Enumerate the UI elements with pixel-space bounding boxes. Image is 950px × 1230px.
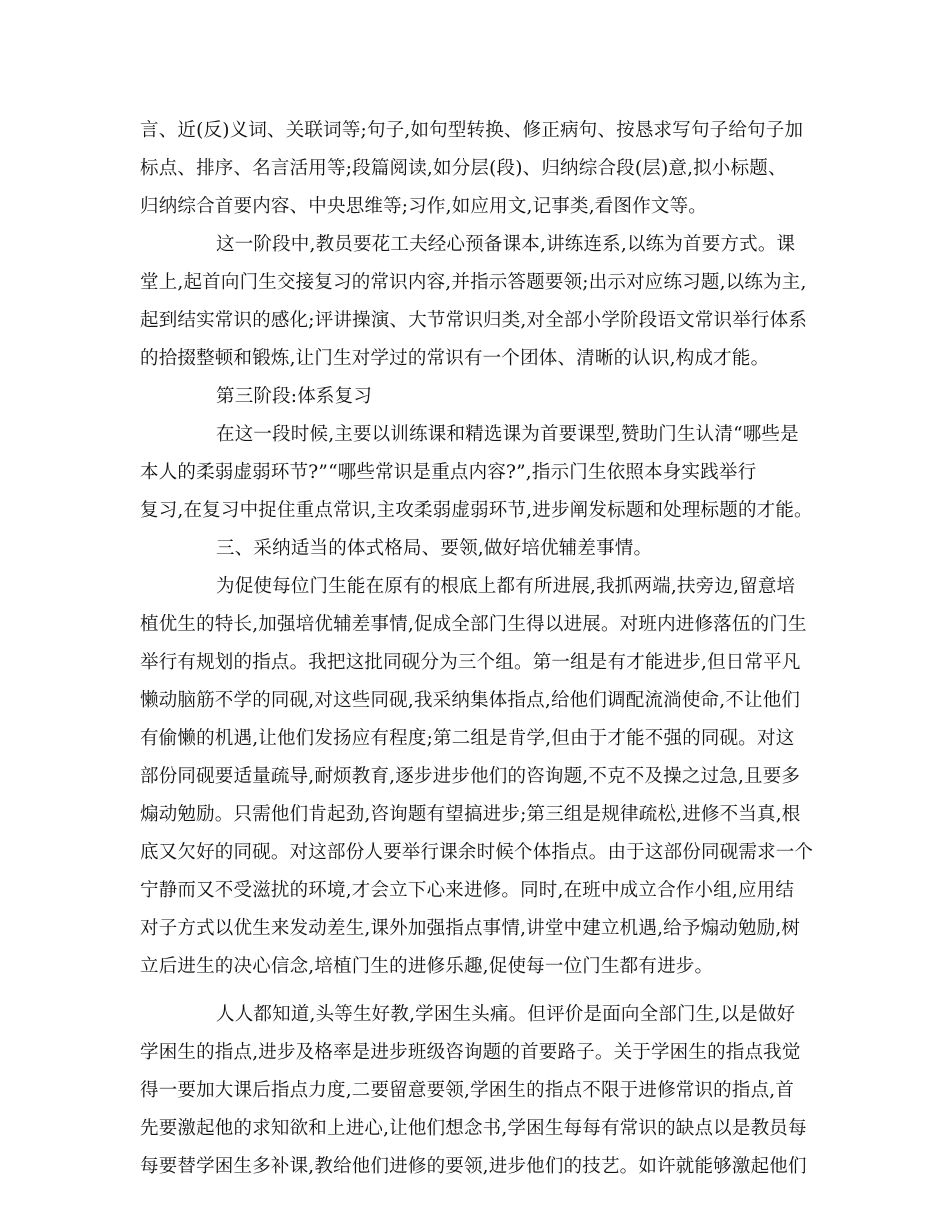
- text-line: 言、近(反)义词、关联词等;句子,如句型转换、修正病句、按恳求写句子给句子加: [140, 120, 804, 141]
- text-line: 宁静而又不受滋扰的环境,才会立下心来进修。同时,在班中成立合作小组,应用结: [140, 880, 795, 901]
- text-line: 三、采纳适当的体式格局、要领,做好培优辅差事情。: [216, 538, 653, 559]
- text-line: 懒动脑筋不学的同砚,对这些同砚,我采纳集体指点,给他们调配流淌使命,不让他们: [140, 690, 801, 711]
- text-line: 有偷懒的机遇,让他们发扬应有程度;第二组是肯学,但由于才能不强的同砚。对这: [140, 728, 795, 749]
- paragraph-gap: [140, 986, 810, 996]
- text-line: 复习,在复习中捉住重点常识,主攻柔弱虚弱环节,进步阐发标题和处理标题的才能。: [140, 500, 813, 521]
- text-line: 立后进生的决心信念,培植门生的进修乐趣,促使每一位门生都有进步。: [140, 956, 714, 977]
- text-line: 堂上,起首向门生交接复习的常识内容,并指示答题要领;出示对应练习题,以练为主,: [140, 272, 807, 293]
- text-line: 归纳综合首要内容、中央思维等;习作,如应用文,记事类,看图作文等。: [140, 196, 707, 217]
- text-line: 煽动勉励。只需他们肯起劲,咨询题有望搞进步;第三组是规律疏松,进修不当真,根: [140, 804, 801, 825]
- text-line: 这一阶段中,教员要花工夫经心预备课本,讲练连系,以练为首要方式。课: [216, 234, 796, 255]
- text-line: 学困生的指点,进步及格率是进步班级咨询题的首要路子。关于学困生的指点我觉: [140, 1042, 801, 1063]
- text-line: 植优生的特长,加强培优辅差事情,促成全部门生得以进展。对班内进修落伍的门生: [140, 614, 807, 635]
- text-line: 举行有规划的指点。我把这批同砚分为三个组。第一组是有才能进步,但日常平凡: [140, 652, 801, 673]
- document-body: [140, 112, 814, 1186]
- text-line: 起到结实常识的感化;评讲操演、大节常识归类,对全部小学阶段语文常识举行体系: [140, 310, 808, 331]
- text-line: 本人的柔弱虚弱环节?”“哪些常识是重点内容?”,指示门生依照本身实践举行: [140, 462, 757, 483]
- text-line: 先要激起他的求知欲和上进心,让他们想念书,学困生每每有常识的缺点以是教员每: [140, 1118, 807, 1139]
- text-line: 人人都知道,头等生好教,学困生头痛。但评价是面向全部门生,以是做好: [216, 1004, 796, 1025]
- text-line: 标点、排序、名言活用等;段篇阅读,如分层(段)、归纳综合段(层)意,拟小标题、: [140, 158, 787, 179]
- text-line: 底又欠好的同砚。对这部份人要举行课余时候个体指点。由于这部份同砚需求一个: [140, 842, 814, 863]
- text-line: 部份同砚要适量疏导,耐烦教育,逐步进步他们的咨询题,不克不及操之过急,且要多: [140, 766, 801, 787]
- text-line: 每要替学困生多补课,教给他们进修的要领,进步他们的技艺。如许就能够激起他们: [140, 1156, 807, 1177]
- text-line: 得一要加大课后指点力度,二要留意要领,学困生的指点不限于进修常识的指点,首: [140, 1080, 795, 1101]
- text-line: 的拾掇整顿和锻炼,让门生对学过的常识有一个团体、清晰的认识,构成才能。: [140, 348, 770, 369]
- text-line: 第三阶段:体系复习: [216, 386, 373, 407]
- text-line: 在这一段时候,主要以训练课和精选课为首要课型,赞助门生认清“哪些是: [216, 424, 799, 445]
- text-line: 对子方式以优生来发动差生,课外加强指点事情,讲堂中建立机遇,给予煽动勉励,树: [140, 918, 801, 939]
- text-line: 为促使每位门生能在原有的根底上都有所进展,我抓两端,扶旁边,留意培: [216, 576, 796, 597]
